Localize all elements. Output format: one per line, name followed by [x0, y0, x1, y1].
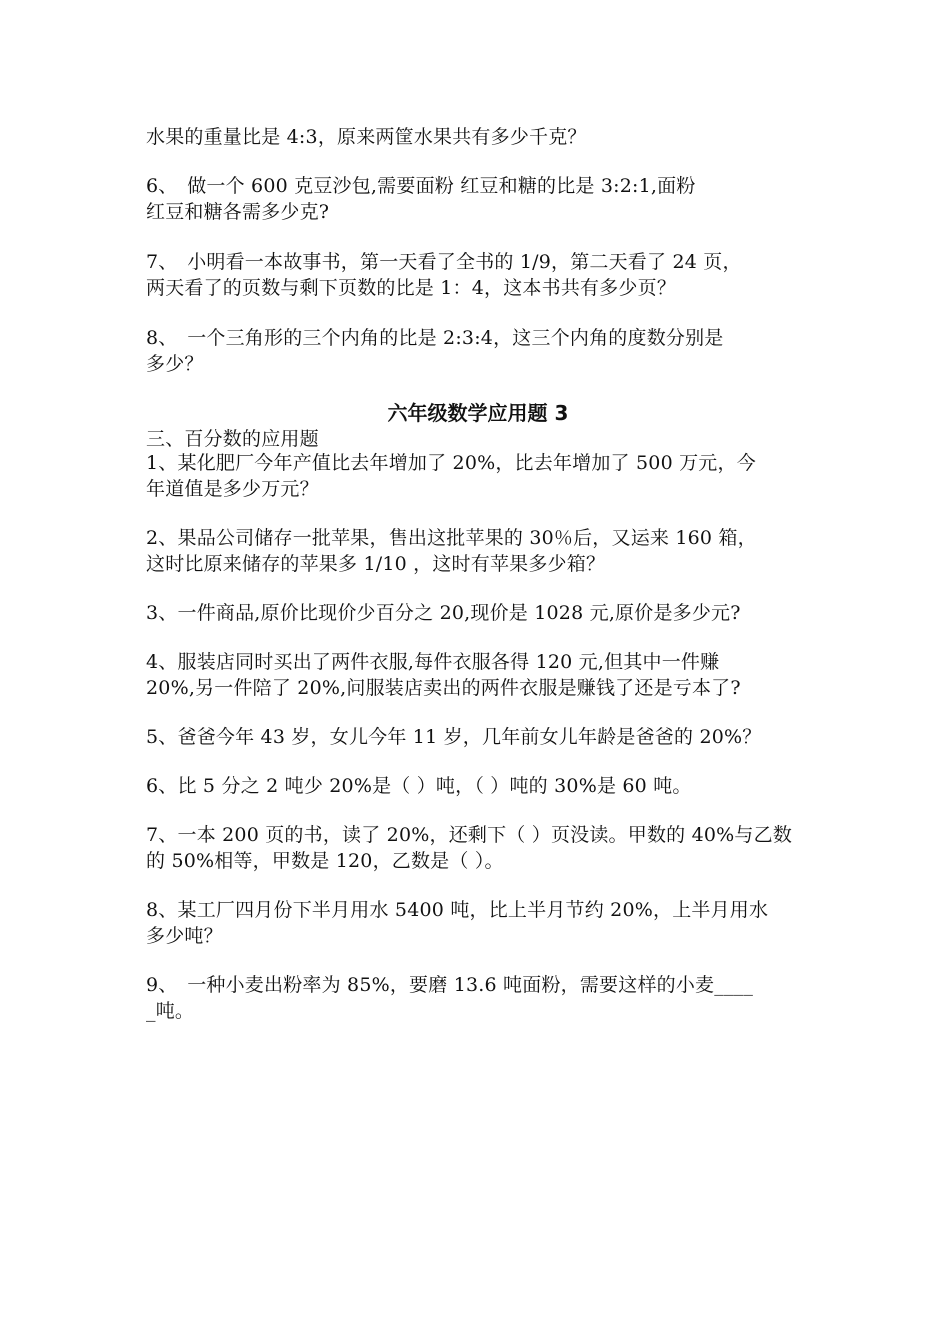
question-6: 6、比 5 分之 2 吨少 20%是（ ）吨，（ ）吨的 30%是 60 吨。	[146, 775, 692, 797]
question-3: 3、一件商品,原价比现价少百分之 20,现价是 1028 元,原价是多少元?	[146, 602, 741, 624]
question-9-line-1: 9、 一种小麦出粉率为 85%，要磨 13.6 吨面粉，需要这样的小麦____	[146, 974, 754, 996]
problem-6-line-1: 6、 做一个 600 克豆沙包,需要面粉 红豆和糖的比是 3:2:1,面粉	[146, 175, 696, 197]
question-4-line-2: 20%,另一件陪了 20%,问服装店卖出的两件衣服是赚钱了还是亏本了?	[146, 677, 741, 699]
problem-7-line-2: 两天看了的页数与剩下页数的比是 1：4，这本书共有多少页？	[146, 277, 677, 299]
question-2-line-1: 2、果品公司储存一批苹果，售出这批苹果的 30％后，又运来 160 箱，	[146, 527, 757, 549]
question-1-line-2: 年道值是多少万元？	[146, 478, 319, 500]
question-2-line-2: 这时比原来储存的苹果多 1/10 ，这时有苹果多少箱？	[146, 553, 606, 575]
question-4-line-1: 4、服装店同时买出了两件衣服,每件衣服各得 120 元,但其中一件赚	[146, 651, 720, 673]
question-9-line-2: _吨。	[146, 1000, 195, 1022]
question-5: 5、爸爸今年 43 岁，女儿今年 11 岁，几年前女儿年龄是爸爸的 20%？	[146, 726, 762, 748]
problem-8-line-2: 多少？	[146, 353, 204, 375]
question-1-line-1: 1、某化肥厂今年产值比去年增加了 20%，比去年增加了 500 万元，今	[146, 452, 756, 474]
problem-6-line-2: 红豆和糖各需多少克?	[146, 201, 330, 223]
section-heading: 三、百分数的应用题	[146, 428, 319, 450]
question-7-line-2: 的 50%相等，甲数是 120，乙数是（ ）。	[146, 850, 504, 872]
problem-7-line-1: 7、 小明看一本故事书，第一天看了全书的 1/9，第二天看了 24 页，	[146, 251, 742, 273]
question-8-line-1: 8、某工厂四月份下半月用水 5400 吨，比上半月节约 20%，上半月用水	[146, 899, 769, 921]
question-8-line-2: 多少吨？	[146, 925, 223, 947]
question-7-line-1: 7、一本 200 页的书，读了 20%，还剩下（ ）页没读。甲数的 40%与乙数	[146, 824, 793, 846]
problem-5-continuation: 水果的重量比是 4:3，原来两筐水果共有多少千克？	[146, 126, 587, 148]
section-title: 六年级数学应用题 3	[387, 401, 569, 425]
problem-8-line-1: 8、 一个三角形的三个内角的比是 2:3:4，这三个内角的度数分别是	[146, 327, 724, 349]
